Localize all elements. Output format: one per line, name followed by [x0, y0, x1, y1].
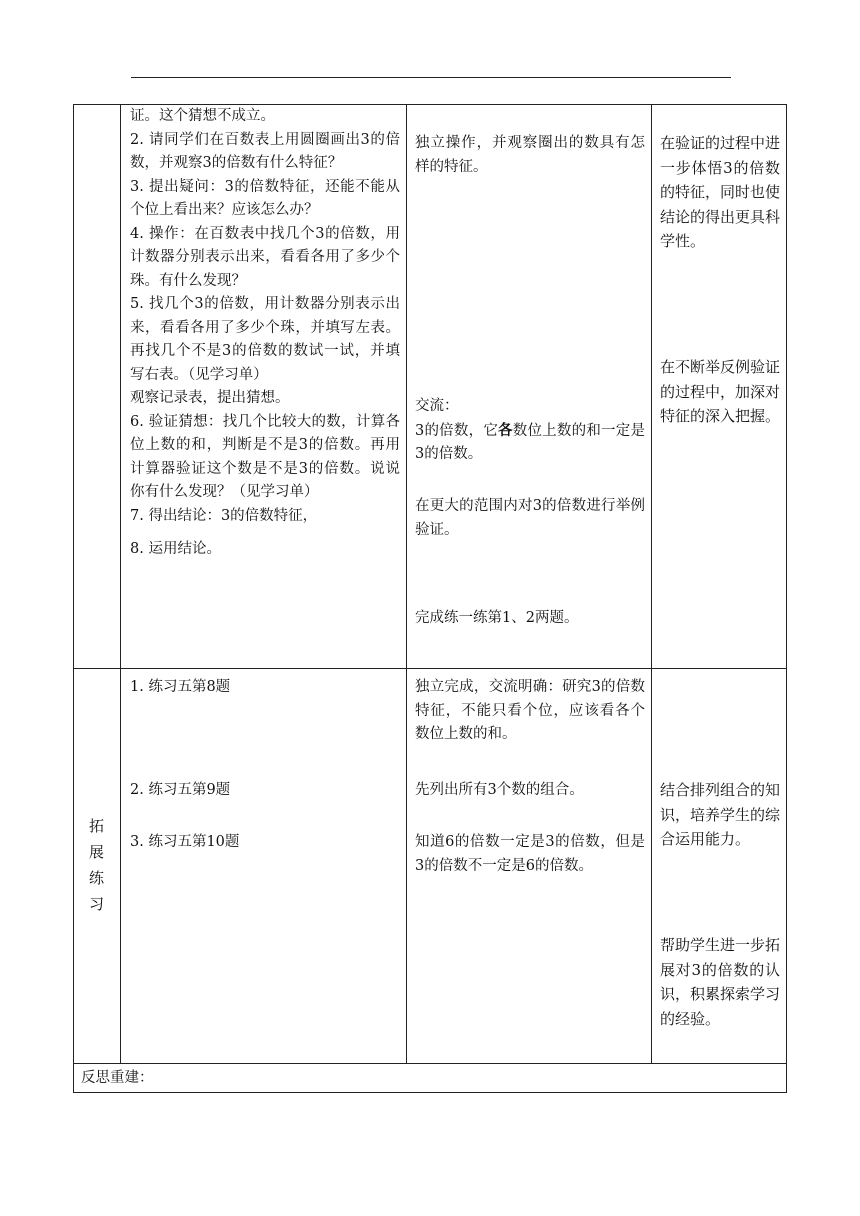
row1-student-cell	[415, 607, 645, 631]
row1-teacher-line: 6. 验证猜想：找几个比较大的数，计算各位上数的和，判断是不是3的倍数。再用计算器验证这个数是不是3的倍数。说说你有什么发现？（见学习单）	[130, 413, 400, 500]
row1-student-cell	[415, 132, 645, 179]
row2-intent-cell: 帮助学生进一步拓展对3的倍数的认识，积累探索学习的经验。	[660, 936, 781, 1028]
row1-teacher-line: 3. 提出疑问：3的倍数特征，还能不能从个位上看出来？应该怎么办？	[130, 178, 400, 218]
table-border-bottom	[73, 1092, 787, 1093]
row1-student-text: 独立操作，并观察圈出的数具有怎样的特征。	[415, 135, 645, 175]
row1-teacher-cell	[130, 105, 400, 562]
section-label: 拓 展 练 习	[88, 817, 104, 913]
row1-teacher-line: 5. 找几个3的倍数，用计数器分别表示出来，看看各用了多少个珠，并填写左表。再找几个不是3的倍数的数试一试，并填写右表。（见学习单）	[130, 296, 400, 383]
row2-intent-cell: 结合排列组合的知识，培养学生的综合运用能力。	[660, 781, 781, 848]
row1-intent-text: 在不断举反例验证的过程中，加深对特征的深入把握。	[660, 358, 781, 425]
row-divider-1	[73, 668, 787, 669]
row1-teacher-line: 观察记录表，提出猜想。	[130, 390, 290, 406]
row1-intent-cell	[660, 355, 780, 429]
row2-student-cell: 知道6的倍数一定是3的倍数，但是3的倍数不一定是6的倍数。	[415, 834, 645, 874]
row1-student-text: 完成练一练第1、2两题。	[415, 610, 579, 626]
row1-student-cell	[415, 395, 645, 467]
row1-teacher-line: 证。这个猜想不成立。	[130, 108, 275, 124]
column-divider-2	[406, 104, 407, 1063]
column-divider-3	[651, 104, 652, 1063]
row1-student-label: 交流：	[415, 398, 459, 414]
row1-student-text: 在更大的范围内对3的倍数进行举例验证。	[415, 498, 645, 538]
row2-teacher-item: 1. 练习五第8题	[130, 679, 231, 695]
row2-student-cell: 独立完成，交流明确：研究3的倍数特征，不能只看个位，应该看各个数位上数的和。	[415, 679, 645, 742]
row-divider-2	[73, 1063, 787, 1064]
row1-teacher-line: 4. 操作：在百数表中找几个3的倍数，用计数器分别表示出来，看看各用了多少个珠。有什么发现？	[130, 225, 400, 289]
row1-intent-cell	[660, 131, 780, 254]
header-rule	[131, 77, 731, 78]
row1-teacher-line: 2. 请同学们在百数表上用圆圈画出3的倍数，并观察3的倍数有什么特征？	[130, 131, 400, 171]
column-divider-1	[120, 104, 121, 1063]
row1-teacher-line: 8. 运用结论。	[130, 541, 221, 557]
table-border-left	[73, 104, 74, 1092]
row1-student-cell	[415, 495, 645, 542]
row2-teacher-item: 3. 练习五第10题	[130, 834, 240, 850]
row2-student-cell: 先列出所有3个数的组合。	[415, 782, 584, 798]
row2-teacher-item: 2. 练习五第9题	[130, 782, 231, 798]
row1-teacher-line: 7. 得出结论：3的倍数特征，	[130, 507, 318, 524]
row1-intent-text: 在验证的过程中进一步体悟3的倍数的特征，同时也使结论的得出更具科学性。	[660, 134, 781, 250]
table-border-right	[786, 104, 787, 1092]
row1-student-text: 3的倍数，它各数位上数的和一定是3的倍数。	[415, 421, 645, 462]
reflection-label: 反思重建：	[81, 1070, 154, 1086]
